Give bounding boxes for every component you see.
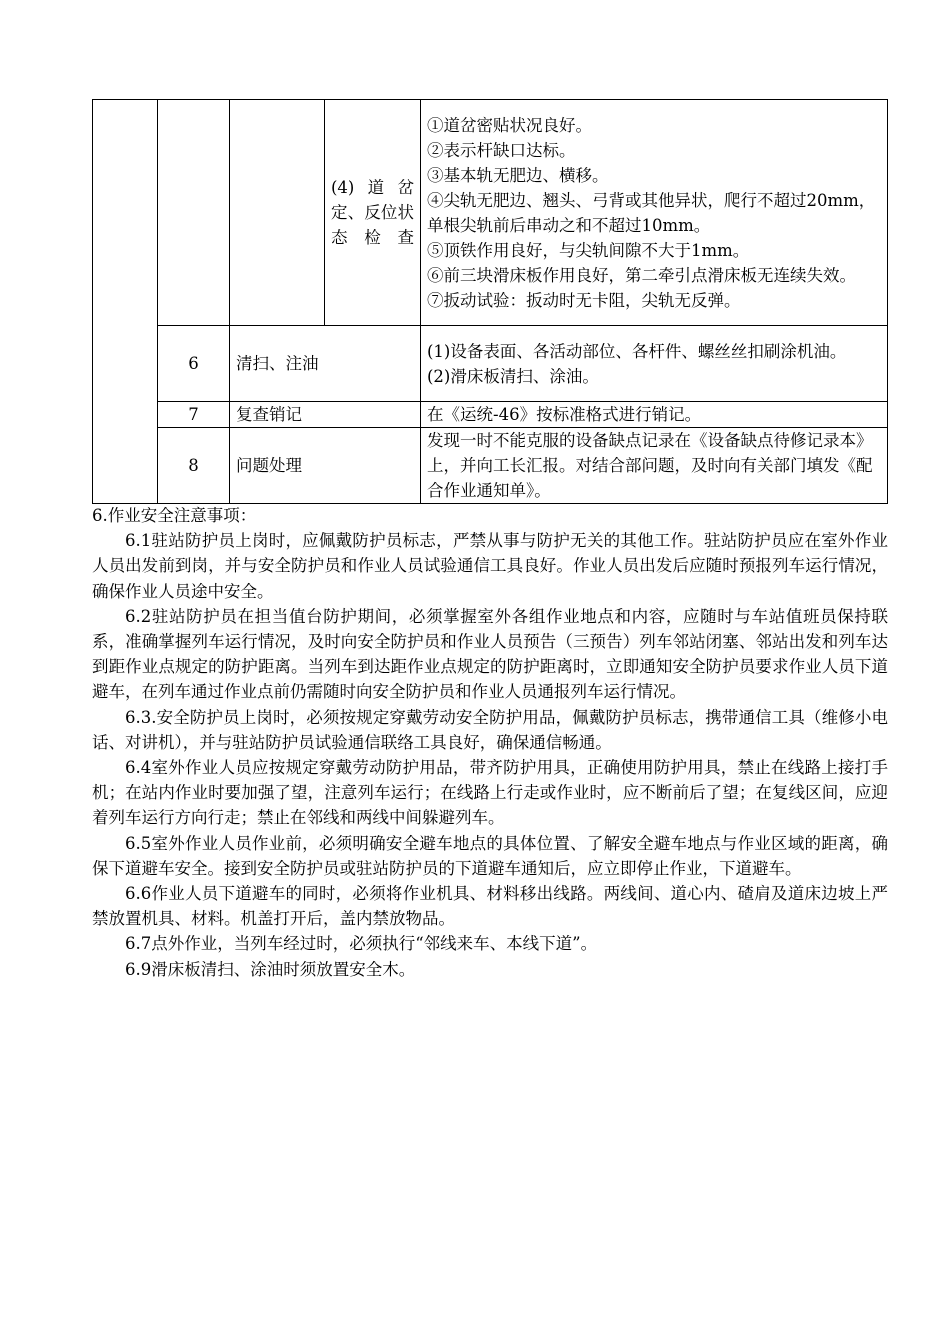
table-cell-category [93,100,158,504]
paragraph: 6.6作业人员下道避车的同时，必须将作业机具、材料移出线路。两线间、道心内、碴肩及道床边坡上严禁放置机具、材料。机盖打开后，盖内禁放物品。 [92,884,888,929]
paragraph: 6.9滑床板清扫、涂油时须放置安全木。 [125,959,416,979]
table-cell-name: 清扫、注油 [230,326,421,402]
table-cell-content [421,100,888,326]
table-row [93,326,888,402]
list-item: ④尖轨无肥边、翘头、弓背或其他异状，爬行不超过20mm，单根尖轨前后串动之和不超过10mm。 [427,190,876,235]
paragraph: 6.2驻站防护员在担当值台防护期间，必须掌握室外各组作业地点和内容，应随时与车站值班员保持联系，准确掌握列车运行情况，及时向安全防护员和作业人员预告（三预告）列车邻站闭塞、邻站出发和列车达到距作业点规定的防护距离。当列车到达距作业点规定的防护距离时，立即通知安全防护员要求作业人员下道避车，在列车通过作业点前仍需随时向安全防护员和作业人员通报列车运行情况。 [92,606,888,702]
paragraph: 6.1驻站防护员上岗时，应佩戴防护员标志，严禁从事与防护无关的其他工作。驻站防护员应在室外作业人员出发前到岗，并与安全防护员和作业人员试验通信工具良好。作业人员出发后应随时预报列车运行情况，确保作业人员途中安全。 [92,531,888,601]
table-cell-content [421,326,888,402]
list-item: ⑤顶铁作用良好，与尖轨间隙不大于1mm。 [427,240,750,260]
paragraph: 6.4室外作业人员应按规定穿戴劳动防护用品，带齐防护用具，正确使用防护用具，禁止在线路上接打手机；在站内作业时要加强了望，注意列车运行；在线路上行走或作业时，应不断前后了望；在复线区间，应迎着列车运行方向行走；禁止在邻线和两线中间躲避列车。 [92,758,888,828]
table-cell-name: 复查销记 [230,402,421,428]
list-item: (2)滑床板清扫、涂油。 [427,366,599,386]
table-cell-sub-step: (4)道岔定、反位状态检查 [325,100,421,326]
table-cell-content: 在《运统-46》按标准格式进行销记。 [421,402,888,428]
list-item: ②表示杆缺口达标。 [427,140,576,160]
table-cell-num [158,100,230,326]
safety-section [92,503,888,982]
table-cell-name: 问题处理 [230,428,421,504]
table-cell-num: 6 [158,326,230,402]
section-heading: 6.作业安全注意事项： [92,506,257,525]
list-item: ⑥前三块滑床板作用良好，第二牵引点滑床板无连续失效。 [427,265,856,285]
list-item: (1)设备表面、各活动部位、各杆件、螺丝丝扣刷涂机油。 [427,341,847,361]
table-cell-name [230,100,325,326]
list-item: ⑦扳动试验：扳动时无卡阻，尖轨无反弹。 [427,290,741,310]
table-row [93,402,888,428]
table-cell-content: 发现一时不能克服的设备缺点记录在《设备缺点待修记录本》上，并向工长汇报。对结合部问题，及时向有关部门填发《配合作业通知单》。 [421,428,888,504]
paragraph: 6.7点外作业，当列车经过时，必须执行“邻线来车、本线下道”。 [125,934,598,954]
table-cell-num: 8 [158,428,230,504]
table-row [93,100,888,326]
table-cell-num: 7 [158,402,230,428]
paragraph: 6.5室外作业人员作业前，必须明确安全避车地点的具体位置、了解安全避车地点与作业区域的距离，确保下道避车安全。接到安全防护员或驻站防护员的下道避车通知后，应立即停止作业，下道避车。 [92,833,888,878]
table-row [93,428,888,504]
paragraph: 6.3.安全防护员上岗时，必须按规定穿戴劳动安全防护用品，佩戴防护员标志，携带通信工具（维修小电话、对讲机），并与驻站防护员试验通信联络工具良好，确保通信畅通。 [92,707,888,752]
procedure-table [92,99,888,504]
list-item: ①道岔密贴状况良好。 [427,115,592,135]
list-item: ③基本轨无肥边、横移。 [427,165,609,185]
